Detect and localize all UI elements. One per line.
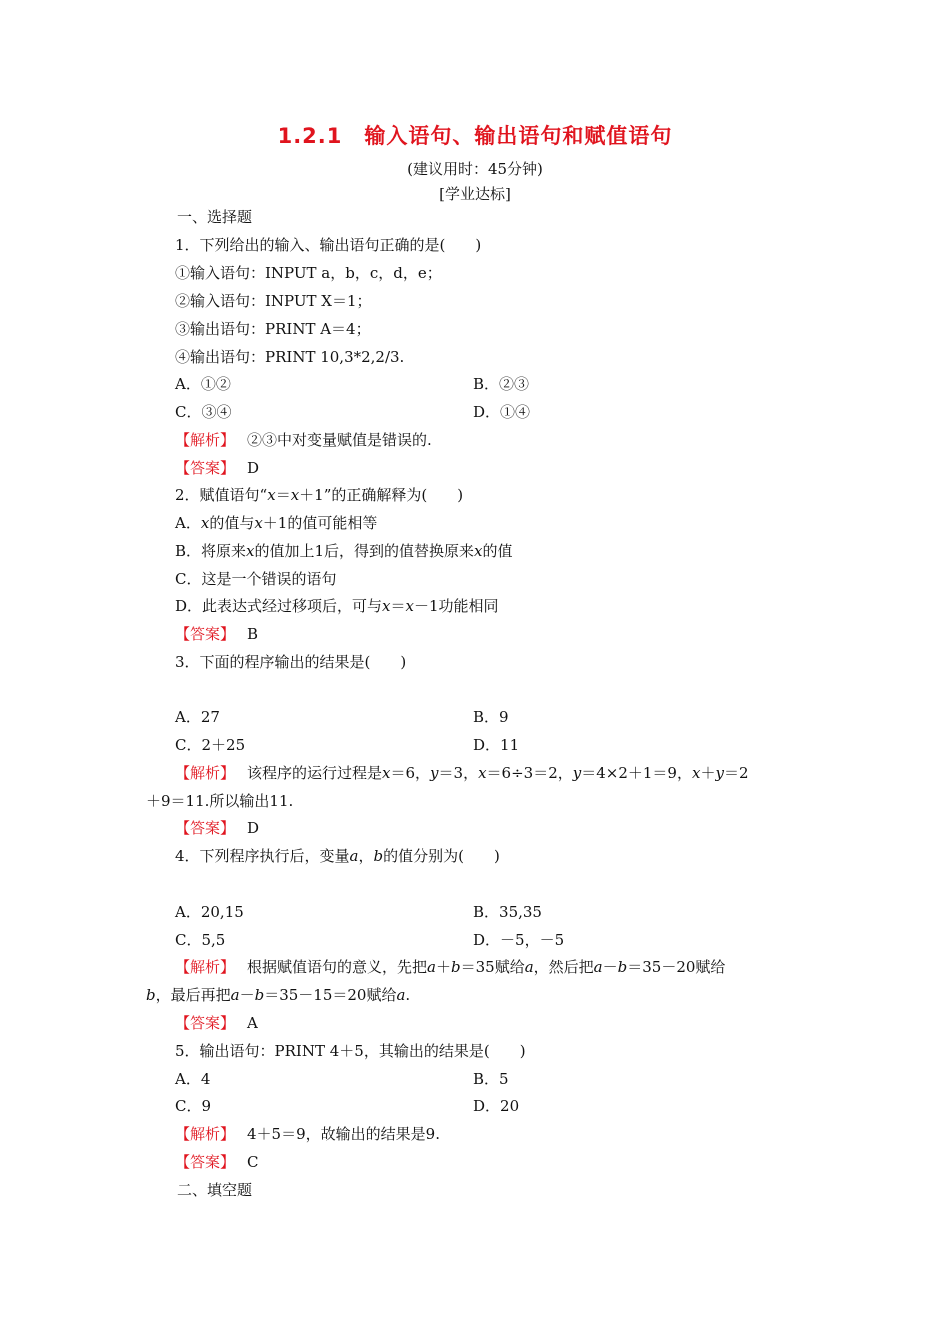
var: x (290, 486, 300, 504)
text: ＝ (390, 597, 406, 615)
q3-option-c: C．2＋25 (175, 736, 246, 754)
analysis-tag: 【解析】 (175, 764, 236, 782)
text: 的值加上1后，得到的值替换原来 (254, 542, 475, 560)
text: 的值 (482, 542, 513, 560)
var: x (382, 597, 391, 615)
q3-option-d: D．11 (473, 736, 520, 754)
section-choice: 一、选择题 (177, 208, 253, 226)
var: y (715, 764, 724, 782)
q3-option-a: A．27 (175, 708, 220, 726)
q1-item-4: ④输出语句：PRINT 10,3*2,2/3. (175, 348, 405, 366)
q2-answer-text: B (247, 625, 259, 643)
text: ＋ (700, 764, 716, 782)
text: 4．下列程序执行后，变量 (175, 847, 350, 865)
var: x (246, 542, 255, 560)
q1-answer (175, 458, 259, 478)
var: a (427, 958, 436, 976)
text: 该程序的运行过程是 (247, 764, 383, 782)
text: ＝6， (390, 764, 431, 782)
q4-answer-text: A (247, 1014, 258, 1032)
q5-option-a: A．4 (175, 1070, 211, 1088)
q4-option-a: A．20,15 (175, 903, 244, 921)
var: x (267, 486, 276, 504)
analysis-tag: 【解析】 (175, 431, 236, 449)
q5-stem: 5．输出语句：PRINT 4＋5，其输出的结果是( ) (175, 1042, 526, 1060)
answer-tag: 【答案】 (175, 819, 236, 837)
text: ＋ (435, 958, 451, 976)
var: b (373, 847, 384, 865)
q1-option-b: B．②③ (473, 375, 530, 393)
q1-analysis (175, 430, 432, 450)
text: 根据赋值语句的意义，先把 (247, 958, 428, 976)
var: b (146, 986, 156, 1004)
analysis-tag: 【解析】 (175, 958, 236, 976)
var: a (396, 986, 406, 1004)
var: b (617, 958, 628, 976)
q5-option-c: C．9 (175, 1097, 212, 1115)
q5-analysis (175, 1124, 440, 1144)
answer-tag: 【答案】 (175, 1153, 236, 1171)
q5-analysis-text: 4＋5＝9，故输出的结果是9. (247, 1125, 440, 1143)
text: ，然后把 (533, 958, 594, 976)
q4-option-b: B．35,35 (473, 903, 542, 921)
text: ＝4×2＋1＝9， (581, 764, 692, 782)
text: ， (358, 847, 374, 865)
q2-stem (175, 485, 463, 505)
text: ＝35－20赋给 (627, 958, 726, 976)
q4-option-d: D．－5，－5 (473, 931, 565, 949)
text: ＝35赋给 (460, 958, 525, 976)
q2-option-c: C．这是一个错误的语句 (175, 570, 337, 588)
text: 的值与 (209, 514, 255, 532)
text: ＝6÷3＝2， (486, 764, 573, 782)
text: － (239, 986, 255, 1004)
q2-answer (175, 624, 258, 644)
page-title: 1.2.1 输入语句、输出语句和赋值语句 (277, 124, 673, 148)
q4-analysis-line2 (146, 985, 410, 1005)
q3-analysis (175, 763, 749, 783)
q1-analysis-text: ②③中对变量赋值是错误的. (247, 431, 432, 449)
analysis-tag: 【解析】 (175, 1125, 236, 1143)
q1-item-3: ③输出语句：PRINT A＝4； (175, 320, 371, 338)
q5-answer-text: C (247, 1153, 259, 1171)
text: A． (175, 514, 201, 532)
q5-answer (175, 1152, 259, 1172)
answer-tag: 【答案】 (175, 459, 236, 477)
text: ＝3， (438, 764, 479, 782)
text: ＝ (275, 486, 291, 504)
q4-stem (175, 846, 500, 866)
q1-option-c: C．③④ (175, 403, 232, 421)
text: ＝35－15＝20赋给 (264, 986, 397, 1004)
q2-option-d (175, 596, 499, 616)
var: x (200, 514, 210, 532)
text: ＋1”的正确解释为( ) (299, 486, 464, 504)
q4-analysis (175, 957, 725, 977)
var: b (451, 958, 461, 976)
text: ＝2 (723, 764, 749, 782)
var: a (230, 986, 240, 1004)
var: x (254, 514, 263, 532)
q5-option-b: B．5 (473, 1070, 509, 1088)
q1-option-a: A．①② (175, 375, 231, 393)
text: 的值分别为( ) (383, 847, 500, 865)
var: x (405, 597, 414, 615)
text: － (602, 958, 618, 976)
q4-answer (175, 1013, 258, 1033)
q3-answer-text: D (247, 819, 260, 837)
q3-answer (175, 818, 259, 838)
var: y (572, 764, 582, 782)
q4-option-c: C．5,5 (175, 931, 226, 949)
text: B．将原来 (175, 542, 247, 560)
q2-option-a (175, 513, 377, 533)
text: ，最后再把 (155, 986, 231, 1004)
q1-stem: 1．下列给出的输入、输出语句正确的是( ) (175, 236, 482, 254)
text: ＋1的值可能相等 (262, 514, 378, 532)
answer-tag: 【答案】 (175, 1014, 236, 1032)
var: b (254, 986, 265, 1004)
text: －1功能相同 (413, 597, 499, 615)
q1-answer-text: D (247, 459, 260, 477)
q3-analysis-line2: ＋9＝11.所以输出11. (146, 792, 294, 810)
text: . (405, 986, 411, 1004)
var: x (474, 542, 483, 560)
text: D．此表达式经过移项后，可与 (175, 597, 383, 615)
q3-option-b: B．9 (473, 708, 509, 726)
var: a (593, 958, 603, 976)
q3-stem: 3．下面的程序输出的结果是( ) (175, 653, 407, 671)
time-note: (建议用时：45分钟) (407, 160, 543, 178)
q1-option-d: D．①④ (473, 403, 531, 421)
var: x (478, 764, 487, 782)
var: x (382, 764, 391, 782)
text: 2．赋值语句“ (175, 486, 268, 504)
q1-item-2: ②输入语句：INPUT X＝1； (175, 292, 372, 310)
q5-option-d: D．20 (473, 1097, 520, 1115)
answer-tag: 【答案】 (175, 625, 236, 643)
level-heading: [学业达标] (439, 185, 511, 203)
q1-item-1: ①输入语句：INPUT a，b，c，d，e； (175, 264, 442, 282)
q2-option-b (175, 541, 513, 561)
section-fill: 二、填空题 (177, 1181, 253, 1199)
var: a (349, 847, 359, 865)
var: y (430, 764, 439, 782)
var: x (691, 764, 701, 782)
var: a (524, 958, 534, 976)
